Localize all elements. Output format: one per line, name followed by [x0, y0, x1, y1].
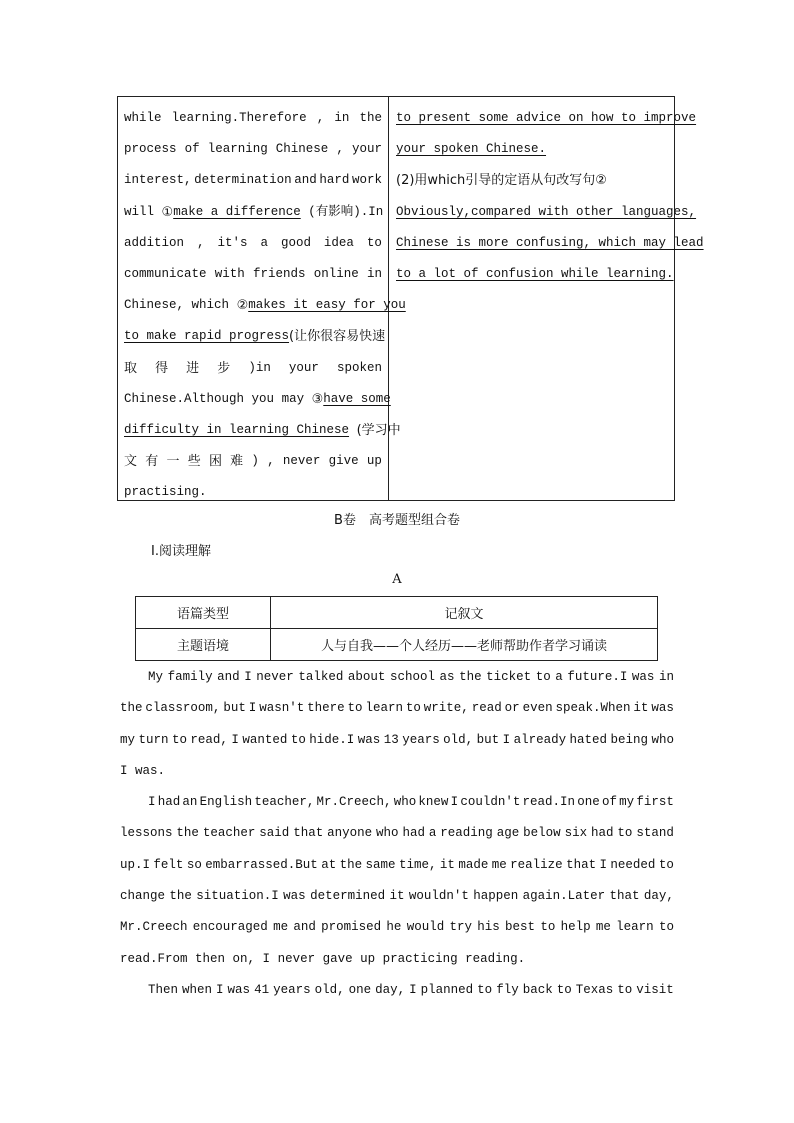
passage-word: that [566, 857, 597, 872]
passage-word: the [176, 826, 199, 841]
word: Chinese, [124, 298, 185, 313]
passage-word: needed [610, 857, 656, 872]
passage-word: teacher [202, 826, 256, 841]
word: with [214, 266, 245, 281]
passage-word: school [389, 670, 435, 684]
passage-word: years [402, 732, 440, 747]
table-row [136, 629, 658, 661]
passage-line [120, 850, 674, 881]
passage-word: the [169, 889, 192, 904]
passage-word: to [477, 982, 493, 997]
passage-word: 13 [383, 732, 399, 747]
passage-word: so [186, 857, 202, 872]
answer-line: to present some advice on how to improve [396, 111, 697, 125]
passage-word: but [476, 732, 500, 747]
passage-word: being [610, 732, 649, 747]
text-line [124, 228, 382, 259]
word: 些 [187, 454, 201, 470]
passage-word: I [148, 795, 156, 810]
word: 取 [124, 360, 138, 376]
passage-word: talked [298, 670, 344, 684]
passage-word: best [505, 920, 536, 935]
answer-box-right-column [389, 97, 710, 500]
passage-word: who [651, 732, 674, 747]
passage-word: speak.When [555, 701, 631, 716]
table-row [136, 597, 658, 629]
passage-line [120, 662, 674, 693]
passage-word: me [491, 857, 507, 872]
passage-word: was [357, 732, 381, 747]
passage-word: to [556, 982, 572, 997]
blank-number: ③ [311, 391, 324, 407]
passage-word: I [244, 670, 252, 684]
word: Chinese.Although [124, 391, 245, 406]
text-line [124, 134, 382, 165]
text-line [124, 446, 382, 477]
passage-word: of [601, 795, 617, 810]
word: , [196, 235, 205, 250]
passage-word: determined [310, 889, 386, 904]
answer-line: your spoken Chinese. [396, 142, 547, 157]
passage-word: the [120, 701, 143, 716]
answer-line: to a lot of confusion while learning. [396, 266, 674, 281]
passage-word: Mr.Creech [120, 920, 188, 935]
word: learning [207, 142, 268, 157]
word: (学习中 [356, 422, 401, 438]
answer-line: Obviously,compared with other languages, [396, 204, 697, 219]
info-value: 人与自我——个人经历——老师帮助作者学习诵读 [271, 629, 658, 661]
passage-word: practicing [382, 951, 466, 966]
passage-line [120, 725, 674, 756]
passage-word: age [496, 826, 520, 841]
word: 进 [186, 360, 200, 376]
passage-word: Then [148, 982, 179, 997]
passage-word: I [120, 763, 136, 778]
passage-word: he [386, 920, 402, 935]
word: of [184, 142, 200, 157]
section-title: B卷 高考题型组合卷 [334, 513, 460, 528]
passage-word: on, [232, 951, 263, 966]
passage-word: made [458, 857, 489, 872]
passage-word: to [617, 982, 633, 997]
passage-word: time, [398, 857, 437, 872]
passage-word: my [120, 732, 136, 747]
passage-letter: A [392, 572, 402, 587]
passage-word: was. [135, 763, 166, 778]
word: a [260, 235, 268, 250]
passage-word: wouldn't [408, 889, 469, 904]
passage-word: to [171, 732, 187, 747]
word: 得 [155, 360, 169, 376]
answer-phrase: make a difference [173, 204, 301, 219]
word: online [313, 266, 359, 281]
passage-word: try [449, 920, 472, 935]
passage-word: about [347, 670, 386, 684]
word: in [334, 111, 350, 125]
passage-word: day, [643, 889, 674, 904]
passage-word: Texas [575, 982, 614, 997]
word: to [366, 235, 382, 250]
passage-word: classroom, [145, 701, 221, 716]
word: 困 [208, 454, 222, 470]
word: you [251, 391, 275, 406]
passage-word: and [293, 920, 316, 935]
word: , [267, 454, 275, 469]
passage-word: one [348, 982, 372, 997]
passage-word: planned [420, 982, 474, 997]
passage-word: already [513, 732, 567, 747]
passage-word: happen [473, 889, 519, 904]
passage-word: realize [510, 857, 563, 872]
passage-word: 41 [254, 982, 270, 997]
passage-line [120, 944, 674, 975]
word: and [294, 173, 317, 188]
passage-word: would [406, 920, 445, 935]
passage-word: teacher, [254, 795, 315, 810]
passage-line [120, 756, 674, 787]
passage-word: again.Later [522, 889, 606, 904]
text-line [124, 259, 382, 290]
passage-line [120, 787, 674, 818]
passage-word: anyone [327, 826, 373, 841]
passage-line [120, 881, 674, 912]
passage-word: promised [321, 920, 382, 935]
word: hard [319, 173, 350, 188]
word: 一 [166, 454, 180, 470]
passage-word: learn [616, 920, 654, 935]
passage-word: one [577, 795, 600, 810]
word: friends [252, 266, 306, 281]
word: , [336, 142, 344, 157]
passage-word: then [195, 951, 233, 966]
word: which [191, 298, 230, 313]
passage-line [120, 975, 674, 1006]
passage-word: encouraged [192, 920, 268, 935]
passage-line [120, 912, 674, 943]
passage-word: to [290, 732, 306, 747]
blank-number: ① [161, 204, 174, 220]
answer-box [117, 96, 704, 501]
word: addition [124, 235, 185, 250]
passage-word: write, [423, 701, 469, 716]
passage-word: to [617, 826, 633, 841]
passage-word: turn [138, 732, 169, 747]
passage-word: old, [443, 732, 474, 747]
passage-word: me [595, 920, 611, 935]
text-line [124, 103, 382, 134]
passage-word: never [277, 951, 323, 966]
passage-word: I [502, 732, 511, 747]
passage-word: was [631, 670, 655, 684]
text-line [124, 290, 406, 321]
passage-word: up.I [120, 857, 151, 872]
passage-word: I [599, 857, 608, 872]
word: work [351, 173, 382, 188]
passage-word: it [439, 857, 455, 872]
passage-word: change [120, 889, 166, 904]
passage-word: back [522, 982, 553, 997]
passage-word: that [609, 889, 640, 904]
passage-word: day, [375, 982, 406, 997]
info-key: 主题语境 [136, 629, 271, 661]
word: 难 [230, 454, 244, 470]
passage-word: never [256, 670, 294, 684]
passage-word: family [167, 670, 213, 684]
passage-info-table [135, 596, 658, 661]
passage-word: situation.I [196, 889, 279, 904]
reading-heading: Ⅰ.阅读理解 [151, 544, 211, 559]
word: )in [248, 360, 271, 375]
word: 步 [217, 360, 231, 376]
passage-word: learn [365, 701, 403, 716]
passage-word: reading [440, 826, 493, 841]
word: give [328, 454, 359, 469]
passage-word: same [365, 857, 396, 872]
passage-word: I [248, 701, 257, 716]
passage-word: an [182, 795, 198, 810]
instruction-line: (2)用which引导的定语从句改写句② [396, 173, 607, 189]
passage-word: read, [190, 732, 228, 747]
passage-word: lessons [120, 826, 173, 841]
word: learning.Therefore [171, 111, 307, 125]
passage-word: I [262, 951, 278, 966]
word: , [316, 111, 325, 125]
word: your [351, 142, 382, 157]
passage-word: was [651, 701, 674, 716]
word: while [124, 111, 162, 125]
passage-word: felt [153, 857, 184, 872]
passage-word: help [560, 920, 591, 935]
passage-word: but [223, 701, 246, 716]
passage-word: to [347, 701, 363, 716]
word: up [366, 454, 382, 469]
passage-word: me [273, 920, 289, 935]
word: determination [194, 173, 292, 188]
passage-word: was [283, 889, 306, 904]
passage-word: to [535, 670, 551, 684]
word: 有 [145, 454, 159, 470]
passage-word: read.From [120, 951, 196, 966]
passage-word: was [227, 982, 251, 997]
passage-word: it [389, 889, 405, 904]
answer-phrase: to make rapid progress [124, 329, 290, 344]
passage-word: gave [322, 951, 361, 966]
passage-word: who [376, 826, 399, 841]
reading-passage [120, 662, 674, 1006]
passage-word: hated [569, 732, 608, 747]
passage-word: visit [636, 982, 674, 997]
passage-word: at [321, 857, 337, 872]
word: in [366, 266, 382, 281]
passage-word: the [339, 857, 363, 872]
passage-word: embarrassed.But [205, 857, 318, 872]
word: your [288, 360, 319, 375]
word: Chinese [275, 142, 329, 157]
passage-word: fly [496, 982, 519, 997]
passage-word: I [216, 982, 224, 997]
passage-word: I [450, 795, 459, 810]
word: (有影响).In [308, 204, 384, 219]
text-line [124, 384, 391, 415]
word: idea [323, 235, 354, 250]
passage-word: and [217, 670, 240, 684]
word: interest, [124, 173, 192, 188]
passage-word: the [459, 670, 482, 684]
answer-phrase: have some [323, 391, 391, 406]
passage-word: knew [418, 795, 449, 810]
passage-word: read [471, 701, 502, 716]
passage-word: English [199, 795, 253, 810]
text-line [124, 197, 382, 228]
text-line [124, 477, 382, 508]
passage-word: to [658, 857, 674, 872]
passage-word: had [590, 826, 614, 841]
word: it's [217, 235, 248, 250]
passage-word: wasn't [259, 701, 305, 716]
passage-word: when [182, 982, 213, 997]
passage-word: ticket [486, 670, 532, 684]
text-line [124, 165, 382, 196]
passage-word: who [393, 795, 417, 810]
word: (让你很容易快速 [289, 329, 386, 345]
passage-word: as [439, 670, 455, 684]
passage-word: six [564, 826, 588, 841]
passage-word: a [428, 826, 437, 841]
word: will [124, 204, 155, 219]
info-key: 语篇类型 [136, 597, 271, 629]
passage-word: even [522, 701, 553, 716]
passage-word: in [658, 670, 674, 684]
word: may [281, 391, 305, 406]
passage-word: up [360, 951, 383, 966]
passage-word: that [293, 826, 324, 841]
word: spoken [336, 360, 382, 375]
passage-word: read.In [522, 795, 576, 810]
passage-word: reading. [465, 951, 526, 966]
word: process [124, 142, 177, 157]
answer-phrase: difficulty in learning Chinese [124, 422, 350, 437]
passage-word: to [540, 920, 556, 935]
info-value: 记叙文 [271, 597, 658, 629]
passage-word: a [555, 670, 563, 684]
passage-word: to [658, 920, 674, 935]
passage-word: years [273, 982, 311, 997]
passage-line [120, 693, 674, 724]
passage-word: couldn't [460, 795, 521, 810]
answer-phrase: makes it easy for you [248, 298, 406, 313]
passage-word: wanted [242, 732, 288, 747]
passage-word: stand [636, 826, 674, 841]
word: the [359, 111, 382, 125]
word: good [280, 235, 311, 250]
blank-number: ② [236, 298, 249, 314]
text-line [124, 321, 386, 352]
word: communicate [124, 266, 207, 281]
passage-word: said [259, 826, 290, 841]
passage-word: or [504, 701, 520, 716]
passage-word: to [405, 701, 421, 716]
word: ) [251, 454, 259, 469]
passage-word: had [402, 826, 425, 841]
word: never [282, 454, 321, 469]
answer-box-left-column [118, 97, 406, 500]
passage-word: Mr.Creech, [316, 795, 392, 810]
passage-word: old, [314, 982, 345, 997]
word: 文 [124, 454, 138, 470]
passage-word: future.I [567, 670, 628, 684]
passage-word: hide.I [309, 732, 355, 747]
passage-word: my [619, 795, 635, 810]
passage-word: had [157, 795, 181, 810]
passage-word: his [477, 920, 500, 935]
passage-word: I [409, 982, 417, 997]
passage-word: My [148, 670, 164, 684]
text-line [124, 415, 401, 446]
passage-word: there [307, 701, 345, 716]
passage-word: first [636, 795, 674, 810]
passage-word: it [633, 701, 649, 716]
answer-line: Chinese is more confusing, which may lead [396, 235, 704, 250]
word: practising. [124, 485, 207, 500]
text-line [124, 353, 382, 384]
passage-word: below [523, 826, 561, 841]
passage-word: I [231, 732, 239, 747]
passage-line [120, 818, 674, 849]
